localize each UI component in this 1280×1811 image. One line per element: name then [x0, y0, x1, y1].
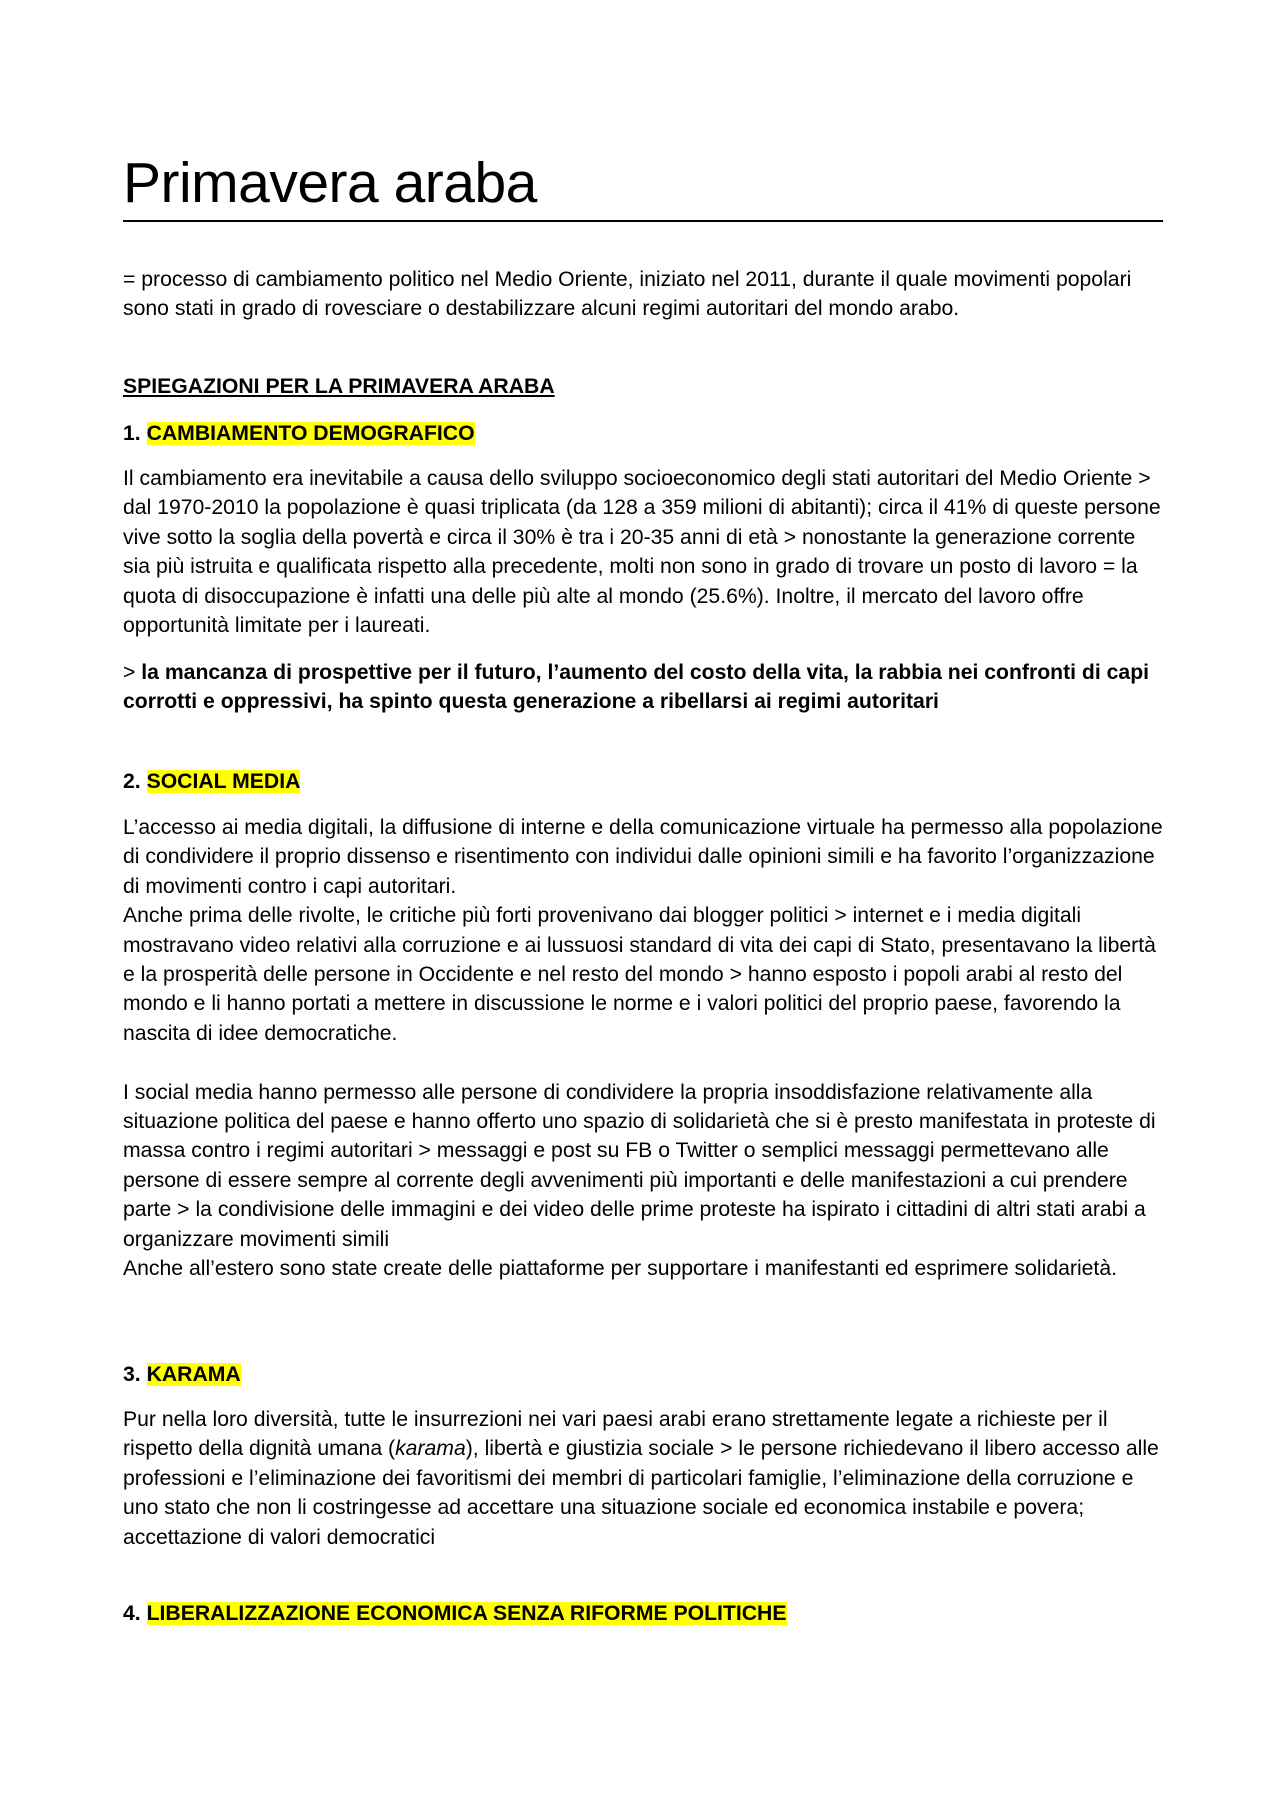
section-heading-2 [123, 767, 1163, 796]
section-number: 2. [123, 770, 141, 793]
section-3-paragraph [123, 1405, 1163, 1552]
section-3-text-end: ), libertà e giustizia sociale > le persone richiedevano il libero accesso alle professioni e l’eliminazione dei favoritismi dei membri di particolari famiglie, l’eliminazione della corruzione e uno stato che non li costringesse ad accettare una situazione sociale ed economica instabile e povera; accettazione di valori democratici [123, 1437, 1159, 1549]
section-title-highlight: CAMBIAMENTO DEMOGRAFICO [146, 422, 475, 445]
conclusion-arrow: > [123, 661, 142, 684]
section-1-paragraph: Il cambiamento era inevitabile a causa dello sviluppo socioeconomico degli stati autoritari del Medio Oriente > dal 1970-2010 la popolazione è quasi triplicata (da 128 a 359 milioni di abitanti); circa il 41% di queste persone vive sotto la soglia della povertà e circa il 30% è tra i 20-35 anni di età > nonostante la generazione corrente sia più istruita e qualificata rispetto alla precedente, molti non sono in grado di trovare un posto di lavoro = la quota di disoccupazione è infatti una delle più alte al mondo (25.6%). Inoltre, il mercato del lavoro offre opportunità limitate per i laureati. [123, 467, 1161, 638]
section-1-conclusion [123, 658, 1163, 717]
section-number: 3. [123, 1363, 141, 1386]
definition-paragraph: = processo di cambiamento politico nel Medio Oriente, iniziato nel 2011, durante il quale movimenti popolari sono stati in grado di rovesciare o destabilizzare alcuni regimi autoritari del mondo arabo. [123, 268, 1132, 321]
document-title: Primavera araba [123, 150, 1163, 222]
section-heading-3 [123, 1360, 1163, 1389]
explanations-heading: SPIEGAZIONI PER LA PRIMAVERA ARABA [123, 375, 555, 398]
section-heading-4 [123, 1599, 1163, 1628]
section-2-body [123, 813, 1163, 1283]
karama-term: karama [395, 1437, 466, 1461]
section-heading-1 [123, 419, 1163, 448]
section-3-text-start: Pur nella loro diversità, tutte le insurrezioni nei vari paesi arabi erano strettamente legate a richieste per il rispetto della dignità umana ( [123, 1408, 1108, 1461]
conclusion-text: la mancanza di prospettive per il futuro, l’aumento del costo della vita, la rabbia nei confronti di capi corrotti e oppressivi, ha spinto questa generazione a ribellarsi ai regimi autoritari [123, 661, 1150, 714]
section-title-highlight: SOCIAL MEDIA [146, 770, 301, 793]
section-2-paragraph-1: L’accesso ai media digitali, la diffusione di interne e della comunicazione virtuale ha permesso alla popolazione di condividere il proprio dissenso e risentimento con individui dalle opinioni simili e ha favorito l’organizzazione di movimenti contro i capi autoritari. [123, 816, 1163, 898]
section-number: 1. [123, 422, 141, 445]
section-2-paragraph-4: Anche all’estero sono state create delle piattaforme per supportare i manifestanti ed esprimere solidarietà. [123, 1257, 1117, 1281]
section-title-highlight: LIBERALIZZAZIONE ECONOMICA SENZA RIFORME POLITICHE [146, 1602, 787, 1625]
section-2-paragraph-3: I social media hanno permesso alle persone di condividere la propria insoddisfazione relativamente alla situazione politica del paese e hanno offerto uno spazio di solidarietà che si è presto manifestata in proteste di massa contro i regimi autoritari > messaggi e post su FB o Twitter o semplici messaggi permettevano alle persone di essere sempre al corrente degli avvenimenti più importanti e delle manifestazioni a cui prendere parte > la condivisione delle immagini e dei video delle prime proteste ha ispirato i cittadini di altri stati arabi a organizzare movimenti simili [123, 1080, 1156, 1251]
section-2-paragraph-2: Anche prima delle rivolte, le critiche più forti provenivano dai blogger politici > internet e i media digitali mostravano video relativi alla corruzione e ai lussuosi standard di vita dei capi di Stato, presentavano la libertà e la prosperità delle persone in Occidente e nel resto del mondo > hanno esposto i popoli arabi al resto del mondo e li hanno portati a mettere in discussione le norme e i valori politici del proprio paese, favorendo la nascita di idee democratiche. [123, 904, 1156, 1045]
section-title-highlight: KARAMA [146, 1363, 241, 1386]
section-number: 4. [123, 1602, 141, 1625]
